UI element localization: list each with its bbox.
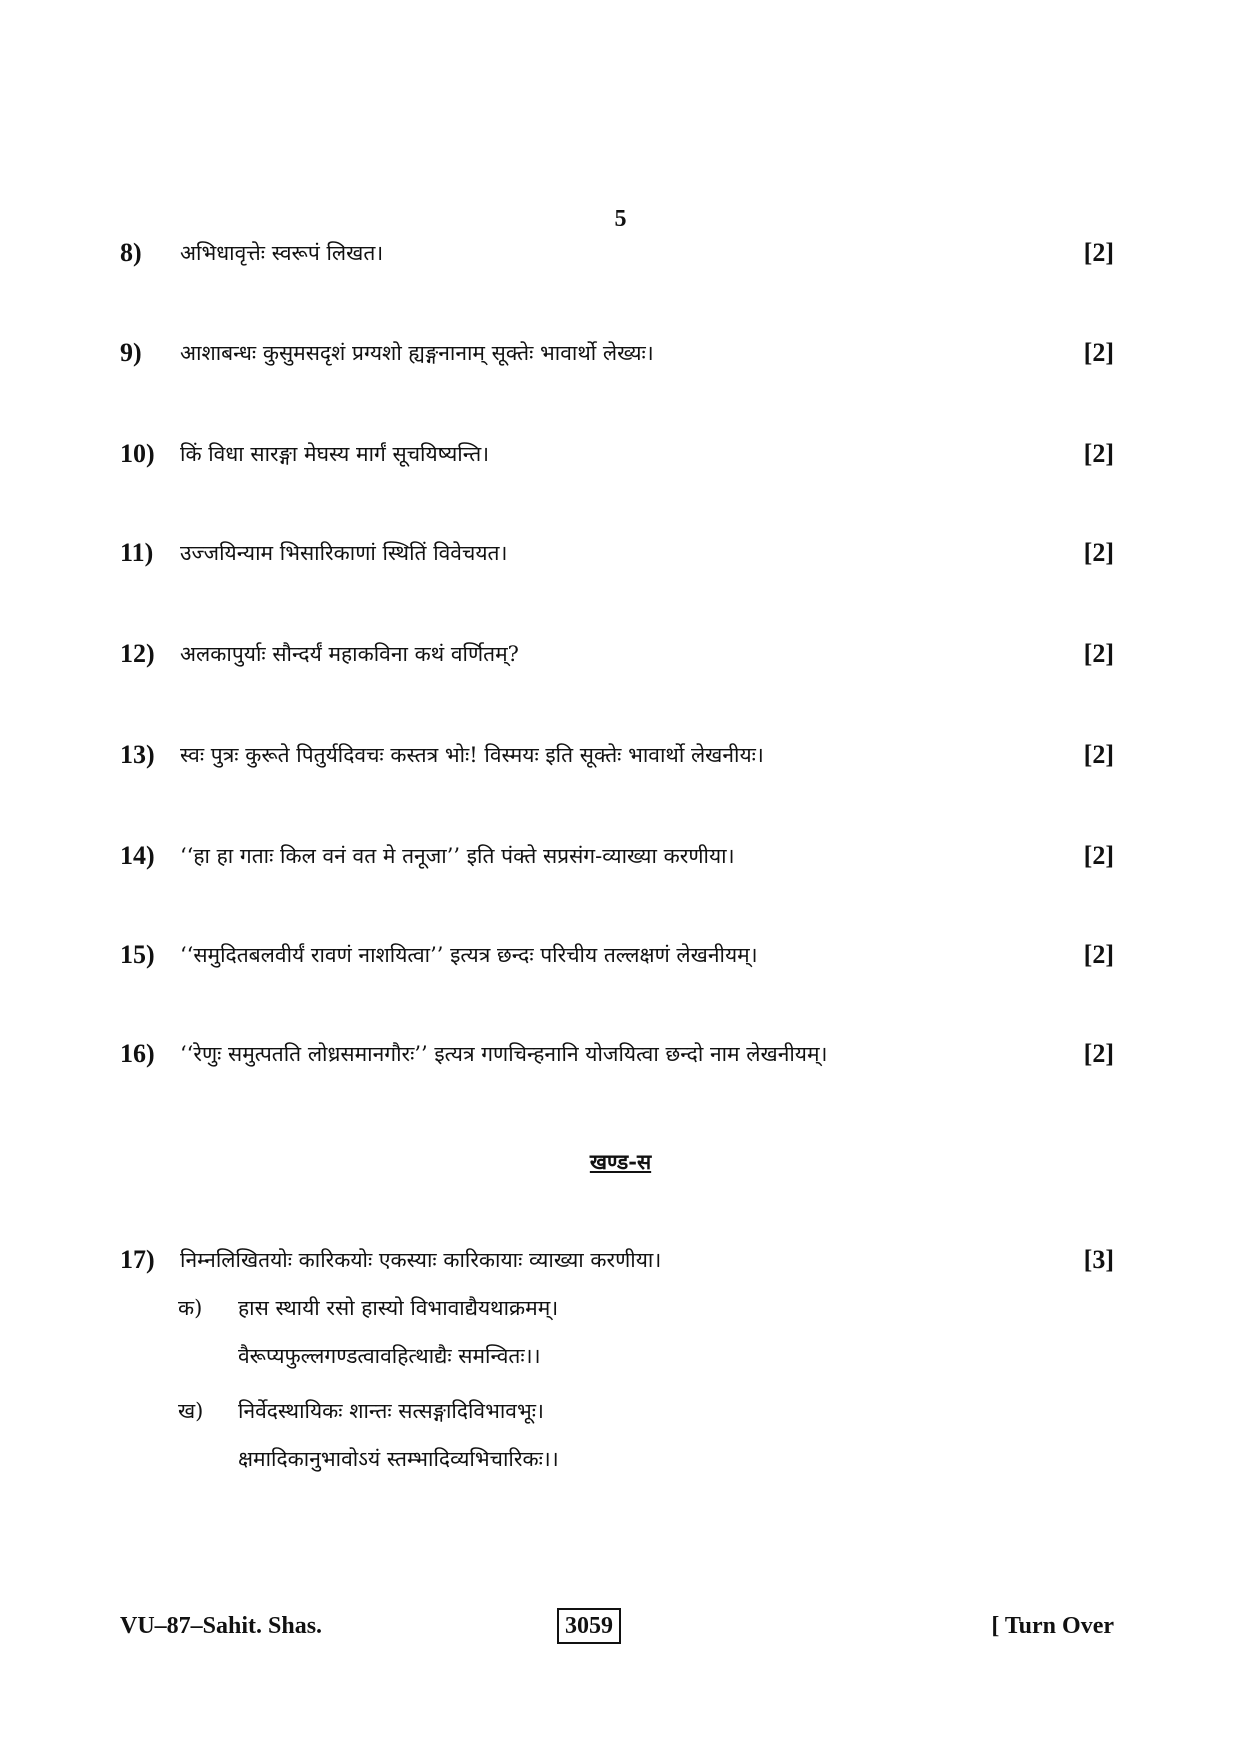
question-marks: [2] bbox=[1083, 740, 1114, 769]
page-footer bbox=[0, 1606, 1241, 1646]
question-marks: [2] bbox=[1083, 538, 1114, 567]
question-marks: [2] bbox=[1083, 940, 1114, 969]
paper-code: VU–87–Sahit. Shas. bbox=[120, 1613, 323, 1639]
question-number: 12) bbox=[120, 639, 155, 668]
question-text: अलकापुर्याः सौन्दर्यं महाकविना कथं वर्णितम्? bbox=[180, 642, 519, 666]
question-marks: [2] bbox=[1083, 439, 1114, 468]
question-text: निम्नलिखितयोः कारिकयोः एकस्याः कारिकायाः व्याख्या करणीया। bbox=[180, 1248, 662, 1272]
question-number: 14) bbox=[120, 841, 155, 870]
question-marks: [2] bbox=[1083, 639, 1114, 668]
question-number: 16) bbox=[120, 1039, 155, 1068]
option-ka-line2 bbox=[0, 1338, 1241, 1374]
question-number: 10) bbox=[120, 439, 155, 468]
turn-over-note: [ Turn Over bbox=[991, 1613, 1114, 1639]
question-text: उज्जयिन्याम भिसारिकाणां स्थितिं विवेचयत। bbox=[180, 541, 508, 565]
verse-line: हास स्थायी रसो हास्यो विभावाद्यैयथाक्रमम्। bbox=[238, 1296, 559, 1320]
question-16 bbox=[0, 1034, 1241, 1074]
question-text: अभिधावृत्तेः स्वरूपं लिखत। bbox=[180, 241, 384, 265]
question-text: ‘‘हा हा गताः किल वनं वत मे तनूजा’’ इति पंक्ते सप्रसंग-व्याख्या करणीया। bbox=[180, 844, 735, 868]
question-number: 11) bbox=[120, 538, 154, 567]
question-9 bbox=[0, 333, 1241, 373]
question-marks: [2] bbox=[1083, 841, 1114, 870]
page-number: 5 bbox=[614, 206, 627, 232]
question-marks: [2] bbox=[1083, 338, 1114, 367]
question-text: ‘‘रेणुः समुत्पतति लोध्रसमानगौरः’’ इत्यत्र गणचिन्हनानि योजयित्वा छन्दो नाम लेखनीयम्। bbox=[180, 1042, 828, 1066]
question-13 bbox=[0, 735, 1241, 775]
question-number: 9) bbox=[120, 338, 142, 367]
question-text: ‘‘समुदितबलवीर्यं रावणं नाशयित्वा’’ इत्यत्र छन्दः परिचीय तल्लक्षणं लेखनीयम्। bbox=[180, 943, 758, 967]
boxed-code: 3059 bbox=[557, 1608, 621, 1644]
question-12 bbox=[0, 634, 1241, 674]
question-text: आशाबन्धः कुसुमसदृशं प्रग्यशो ह्यङ्गनानाम् सूक्तेः भावार्थो लेख्यः। bbox=[180, 341, 654, 365]
option-label: ख) bbox=[178, 1399, 204, 1423]
section-heading: खण्ड-स bbox=[589, 1149, 652, 1174]
question-10 bbox=[0, 434, 1241, 474]
verse-line: निर्वेदस्थायिकः शान्तः सत्सङ्गादिविभावभूः। bbox=[238, 1399, 544, 1423]
question-15 bbox=[0, 935, 1241, 975]
question-number: 13) bbox=[120, 740, 155, 769]
question-text: स्वः पुत्रः कुरूते पितुर्यदिवचः कस्तत्र भोः! विस्मयः इति सूक्तेः भावार्थो लेखनीयः। bbox=[180, 743, 764, 767]
question-8 bbox=[0, 233, 1241, 273]
question-marks: [2] bbox=[1083, 238, 1114, 267]
option-label: क) bbox=[178, 1296, 203, 1320]
question-14 bbox=[0, 836, 1241, 876]
option-kha-line2 bbox=[0, 1441, 1241, 1477]
question-17 bbox=[0, 1240, 1241, 1280]
verse-line: वैरूप्यफुल्लगण्डत्वावहित्थाद्यैः समन्वितः।। bbox=[238, 1344, 541, 1368]
question-number: 15) bbox=[120, 940, 155, 969]
option-kha bbox=[0, 1393, 1241, 1429]
question-marks: [2] bbox=[1083, 1039, 1114, 1068]
question-11 bbox=[0, 533, 1241, 573]
question-number: 8) bbox=[120, 238, 142, 267]
question-text: किं विधा सारङ्गा मेघस्य मार्गं सूचयिष्यन्ति। bbox=[180, 442, 490, 466]
question-number: 17) bbox=[120, 1245, 155, 1274]
verse-line: क्षमादिकानुभावोऽयं स्तम्भादिव्यभिचारिकः।। bbox=[238, 1447, 559, 1471]
option-ka bbox=[0, 1290, 1241, 1326]
question-marks: [3] bbox=[1083, 1245, 1114, 1274]
